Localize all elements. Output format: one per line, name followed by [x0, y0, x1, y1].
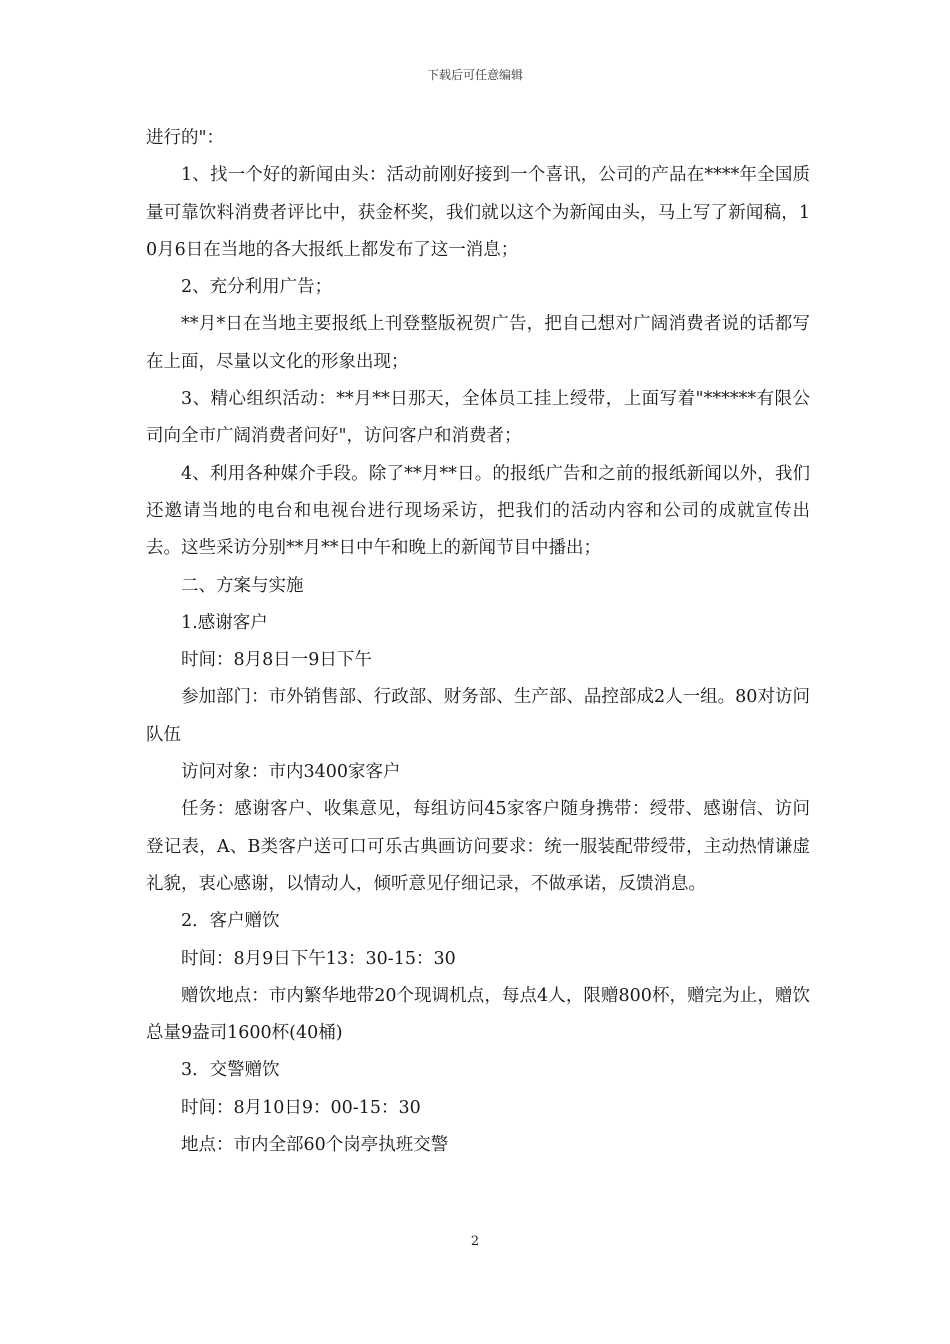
page-header: 下载后可任意编辑 — [426, 68, 523, 82]
paragraph: 2、充分利用广告； — [181, 277, 333, 298]
paragraph: **月*日在当地主要报纸上刊登整版祝贺广告，把自己想对广阔消费者说的话都写在上面，尽量以文化的形象出现； — [146, 314, 810, 372]
page-number: 2 — [470, 1234, 480, 1249]
paragraph: 4、利用各种媒介手段。除了**月**日。的报纸广告和之前的报纸新闻以外，我们还邀请当地的电台和电视台进行现场采访，把我们的活动内容和公司的成就宣传出去。这些采访分别**月**日中午和晚上的新闻节目中播出； — [146, 463, 810, 559]
paragraph: 时间：8月9日下午13：30-15：30 — [181, 948, 456, 969]
paragraph: 参加部门：市外销售部、行政部、财务部、生产部、品控部成2人一组。80对访问队伍 — [146, 687, 810, 745]
paragraph: 3、精心组织活动：**月**日那天，全体员工挂上绶带，上面写着"******有限公司向全市广阔消费者问好"，访问客户和消费者； — [146, 389, 810, 447]
paragraph: 地点：市内全部60个岗亭执班交警 — [181, 1135, 449, 1156]
paragraph: 时间：8月8日一9日下午 — [181, 650, 372, 671]
document-body — [146, 120, 810, 1164]
subsection-heading: 2．客户赠饮 — [181, 911, 280, 932]
subsection-heading: 1.感谢客户 — [181, 612, 268, 633]
paragraph: 任务：感谢客户、收集意见，每组访问45家客户随身携带：绶带、感谢信、访问登记表，A、B类客户送可口可乐古典画访问要求：统一服装配带绶带，主动热情谦虚礼貌，衷心感谢，以情动人，倾听意见仔细记录，不做承诺，反馈消息。 — [146, 799, 810, 894]
subsection-heading: 3．交警赠饮 — [181, 1060, 280, 1081]
paragraph: 访问对象：市内3400家客户 — [181, 762, 401, 783]
paragraph: 1、找一个好的新闻由头：活动前刚好接到一个喜讯，公司的产品在****年全国质量可靠饮料消费者评比中，获金杯奖，我们就以这个为新闻由头，马上写了新闻稿，10月6日在当地的各大报纸上都发布了这一消息； — [146, 165, 810, 260]
section-heading: 二、方案与实施 — [181, 575, 304, 596]
paragraph: 赠饮地点：市内繁华地带20个现调机点，每点4人，限赠800杯，赠完为止，赠饮总量9盎司1600杯(40桶) — [146, 985, 810, 1044]
paragraph: 进行的"： — [146, 128, 225, 148]
paragraph: 时间：8月10日9：00-15：30 — [181, 1097, 421, 1118]
